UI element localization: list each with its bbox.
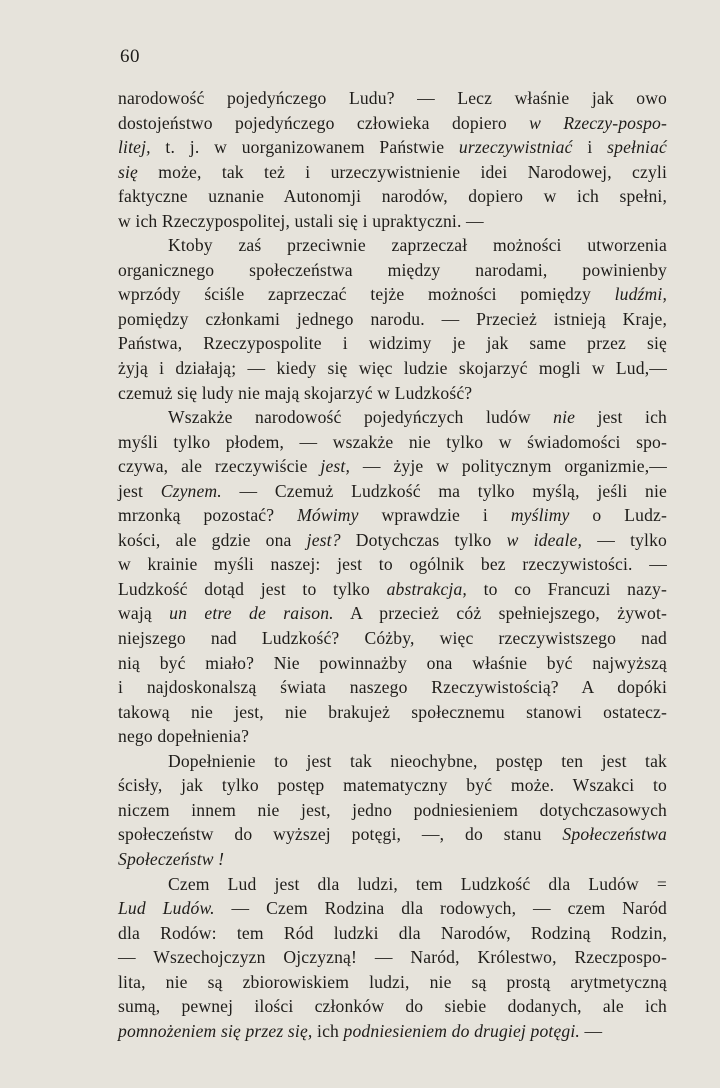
paragraph xyxy=(118,749,667,872)
text-run: czemuż się ludy nie mają skojarzyć w Ludzkość? xyxy=(118,382,473,403)
text-line xyxy=(118,135,667,160)
italic-text: un etre de raison. xyxy=(169,603,334,624)
text-line xyxy=(118,331,667,356)
text-line xyxy=(118,577,667,602)
paragraph xyxy=(118,86,667,233)
text-run: ich xyxy=(312,1020,344,1041)
text-line xyxy=(118,601,667,626)
italic-text: myślimy xyxy=(510,505,570,526)
italic-text: urzeczywistniać xyxy=(458,137,573,158)
text-line xyxy=(118,381,667,406)
text-line xyxy=(118,822,667,847)
text-run: organicznego społeczeństwa między narodami, powinienby xyxy=(118,259,667,280)
text-line xyxy=(118,798,667,823)
text-run: lita, nie są zbiorowiskiem ludzi, nie są prostą arytmetyczną xyxy=(118,971,667,992)
italic-text: litej, xyxy=(118,137,151,158)
text-line xyxy=(118,503,667,528)
italic-text: podniesieniem do drugiej potęgi. xyxy=(343,1020,580,1041)
italic-text: abstrakcja, xyxy=(386,578,467,599)
text-line xyxy=(118,282,667,307)
paragraph xyxy=(118,872,667,1044)
italic-text: jest, xyxy=(320,456,350,477)
text-run: Wszakże narodowość pojedyńczych ludów xyxy=(168,407,554,428)
text-run: i xyxy=(572,137,608,158)
text-line xyxy=(118,454,667,479)
text-run: Dopełnienie to jest tak nieochybne, postęp ten jest tak xyxy=(168,750,667,771)
text-line xyxy=(118,700,667,725)
page-number: 60 xyxy=(120,46,140,67)
text-line xyxy=(118,160,667,185)
text-run: niczem innem nie jest, jedno podniesieniem dotychczasowych xyxy=(118,799,667,820)
text-line xyxy=(118,86,667,111)
text-run: wprzódy ściśle zaprzeczać tejże możności pomiędzy xyxy=(118,284,615,305)
text-run: dostojeństwo pojedyńczego człowieka dopiero xyxy=(118,112,530,133)
text-run: pomiędzy członkami jednego narodu. — Przecież istnieją Kraje, xyxy=(118,308,667,329)
text-run: A przecież cóż spełniejszego, żywot- xyxy=(333,603,667,624)
text-line xyxy=(118,773,667,798)
text-line xyxy=(118,258,667,283)
text-run: społeczeństw do wyższej potęgi, —, do stanu xyxy=(118,824,563,845)
italic-text: w Rzeczy-pospo- xyxy=(529,112,667,133)
body-text xyxy=(118,86,667,1043)
text-run: niejszego nad Ludzkość? Cóżby, więc rzeczywistszego nad xyxy=(118,628,667,649)
paragraph xyxy=(118,405,667,749)
text-run: w krainie myśli naszej: jest to ogólnik bez rzeczywistości. — xyxy=(118,554,667,575)
text-run: myśli tylko płodem, — wszakże nie tylko w świadomości spo- xyxy=(118,431,667,452)
text-run: Państwa, Rzeczypospolite i widzimy je jak same przez się xyxy=(118,333,667,354)
text-run: — Czemuż Ludzkość ma tylko myślą, jeśli nie xyxy=(221,480,667,501)
text-line xyxy=(118,945,667,970)
text-run: jest xyxy=(118,480,161,501)
text-line xyxy=(118,896,667,921)
text-run: nią być miało? Nie powinnażby ona właśnie być najwyższą xyxy=(118,652,667,673)
text-run: i najdoskonalszą świata naszego Rzeczywistością? A dopóki xyxy=(118,677,667,698)
text-run: Dotychczas tylko xyxy=(340,529,507,550)
text-run: Ludzkość dotąd jest to tylko xyxy=(118,578,387,599)
italic-text: pomnożeniem się przez się, xyxy=(118,1020,313,1041)
text-run: t. j. w uorganizowanem Państwie xyxy=(150,137,459,158)
text-line xyxy=(118,528,667,553)
italic-text: się xyxy=(118,161,138,182)
text-run: narodowość pojedyńczego Ludu? — Lecz właśnie jak owo xyxy=(118,88,667,108)
text-run: Ktoby zaś przeciwnie zaprzeczał możności utworzenia xyxy=(168,235,667,256)
italic-text: jest? xyxy=(306,529,341,550)
italic-text: spełniać xyxy=(607,137,667,158)
text-line xyxy=(118,651,667,676)
text-line xyxy=(118,847,667,872)
text-run: o Ludz- xyxy=(569,505,667,526)
text-line xyxy=(118,184,667,209)
text-run: wprawdzie i xyxy=(358,505,511,526)
text-line xyxy=(118,921,667,946)
italic-text: Społeczeństw ! xyxy=(118,848,225,869)
text-line xyxy=(118,994,667,1019)
text-run: to co Francuzi nazy- xyxy=(466,578,667,599)
text-line xyxy=(118,430,667,455)
text-run: żyją i działają; — kiedy się więc ludzie skojarzyć mogli w Lud,— xyxy=(118,358,667,379)
text-run: faktyczne uznanie Autonomji narodów, dopiero w ich spełni, xyxy=(118,186,667,207)
text-run: — żyje w politycznym organizmie,— xyxy=(350,456,668,477)
text-line xyxy=(118,1019,667,1044)
italic-text: ludźmi, xyxy=(614,284,667,305)
text-line xyxy=(118,675,667,700)
paragraph xyxy=(118,233,667,405)
italic-text: w ideale, xyxy=(506,529,583,550)
text-run: dla Rodów: tem Ród ludzki dla Narodów, Rodziną Rodzin, xyxy=(118,922,667,943)
italic-text: Czynem. xyxy=(160,480,222,501)
text-line xyxy=(118,724,667,749)
text-line xyxy=(118,307,667,332)
text-line xyxy=(118,233,667,258)
text-run: w ich Rzeczypospolitej, ustali się i upraktyczni. — xyxy=(118,210,484,231)
text-run: Czem Lud jest dla ludzi, tem Ludzkość dla Ludów = xyxy=(168,873,667,894)
text-run: sumą, pewnej ilości członków do siebie dodanych, ale ich xyxy=(118,996,667,1017)
text-line xyxy=(118,356,667,381)
text-run: może, tak też i urzeczywistnienie idei Narodowej, czyli xyxy=(138,161,667,182)
text-line xyxy=(118,552,667,577)
text-run: czywa, ale rzeczywiście xyxy=(118,456,321,477)
text-run: wają xyxy=(118,603,170,624)
text-line xyxy=(118,749,667,774)
text-line xyxy=(118,479,667,504)
italic-text: Mówimy xyxy=(297,505,359,526)
text-run: nego dopełnienia? xyxy=(118,726,250,747)
text-run: — Wszechojczyzn Ojczyzną! — Naród, Królestwo, Rzeczpospo- xyxy=(118,947,667,968)
text-line xyxy=(118,626,667,651)
text-run: mrzonką pozostać? xyxy=(118,505,298,526)
italic-text: Społeczeństwa xyxy=(562,824,667,845)
text-line xyxy=(118,111,667,136)
text-run: jest ich xyxy=(575,407,667,428)
text-line xyxy=(118,872,667,897)
text-line xyxy=(118,970,667,995)
text-run: kości, ale gdzie ona xyxy=(118,529,307,550)
text-run: ścisły, jak tylko postęp matematyczny być może. Wszakci to xyxy=(118,775,667,796)
text-run: takową nie jest, nie brakujeż społecznemu stanowi ostatecz- xyxy=(118,701,667,722)
text-line xyxy=(118,405,667,430)
text-run: — tylko xyxy=(582,529,667,550)
text-line xyxy=(118,209,667,234)
text-run: — xyxy=(579,1020,603,1041)
text-run: — Czem Rodzina dla rodowych, — czem Naród xyxy=(214,898,667,919)
italic-text: nie xyxy=(553,407,576,428)
italic-text: Lud Ludów. xyxy=(118,898,215,919)
